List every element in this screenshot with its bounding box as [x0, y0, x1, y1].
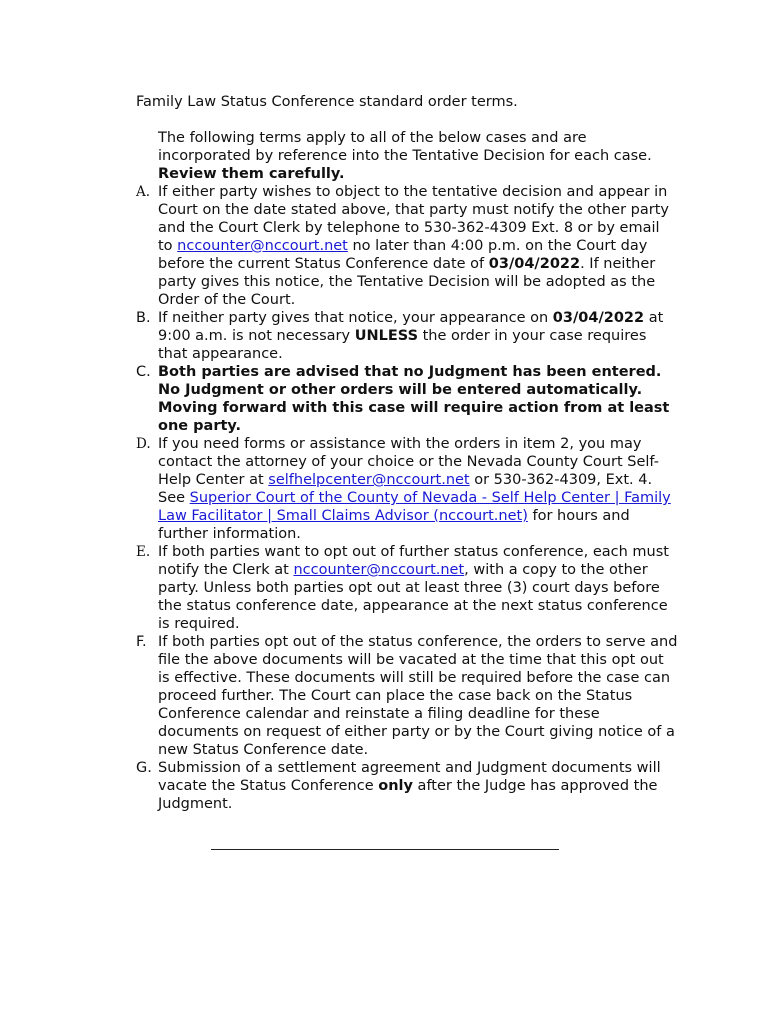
term-text: If both parties want to opt out of further status conference, each must notify the Clerk at — [158, 544, 669, 578]
term-marker: C. — [136, 364, 151, 380]
term-text-bold: Both parties are advised that no Judgment has been entered. No Judgment or other orders will be entered automatically. Moving forward with this case will require action from at least one party. — [158, 364, 670, 434]
term-text: If neither party gives that notice, your appearance on — [158, 310, 553, 326]
only-emphasis: only — [378, 778, 413, 794]
term-text: or 530-362-4309, Ext. 4. See — [158, 472, 653, 506]
term-marker: E. — [136, 544, 151, 560]
selfhelp-email-link[interactable]: selfhelpcenter@nccourt.net — [268, 472, 470, 488]
term-text: at 9:00 a.m. is not necessary — [158, 310, 664, 344]
document-title: Family Law Status Conference standard order terms. — [136, 94, 518, 110]
term-text: If either party wishes to object to the tentative decision and appear in Court on the date stated above, that party must notify the other party and the Court Clerk by telephone to 530-362-4309 Ext. 8 or by email to — [158, 184, 669, 254]
clerk-email-link[interactable]: nccounter@nccourt.net — [293, 562, 465, 578]
term-item-c — [0, 363, 678, 435]
term-marker: G. — [136, 760, 152, 776]
intro-emphasis: Review them carefully. — [158, 166, 345, 182]
term-text: . If neither party gives this notice, the Tentative Decision will be adopted as the Order of the Court. — [158, 256, 656, 308]
terms-list — [0, 183, 770, 813]
unless-emphasis: UNLESS — [354, 328, 419, 344]
term-marker: D. — [136, 436, 151, 452]
term-marker: F. — [136, 634, 147, 650]
term-item-g — [0, 759, 678, 813]
term-item-f — [0, 633, 678, 759]
term-text: If you need forms or assistance with the orders in item 2, you may contact the attorney of your choice or the Nevada County Court Self-Help Center at — [158, 436, 659, 488]
conference-date: 03/04/2022 — [488, 256, 581, 272]
term-item-d — [0, 435, 678, 543]
signature-line — [211, 849, 559, 850]
term-marker: B. — [136, 310, 151, 326]
term-text: If both parties opt out of the status conference, the orders to serve and file the above documents will be vacated at the time that this opt out is effective. These documents will still be required before the case can proceed further. The Court can place the case back on the Status Conference calendar and reinstate a filing deadline for these documents on request of either party or by the Court giving notice of a new Status Conference date. — [158, 634, 678, 758]
term-item-e — [0, 543, 678, 633]
term-text: no later than 4:00 p.m. on the Court day before the current Status Conference date of — [158, 238, 648, 272]
term-text: the order in your case requires that appearance. — [158, 328, 647, 362]
term-text: for hours and further information. — [158, 508, 630, 542]
selfhelp-center-link[interactable]: Superior Court of the County of Nevada - Self Help Center | Family Law Facilitator | Small Claims Advisor (nccourt.net) — [158, 490, 671, 524]
clerk-email-link[interactable]: nccounter@nccourt.net — [177, 238, 348, 254]
term-text: after the Judge has approved the Judgment. — [158, 778, 658, 812]
intro-paragraph — [158, 129, 678, 183]
term-item-a — [0, 183, 678, 309]
term-item-b — [0, 309, 678, 363]
appearance-date: 03/04/2022 — [552, 310, 645, 326]
term-text: Submission of a settlement agreement and Judgment documents will vacate the Status Conference — [158, 760, 661, 794]
intro-text: The following terms apply to all of the below cases and are incorporated by reference into the Tentative Decision for each case. — [158, 130, 652, 164]
term-text: , with a copy to the other party. Unless both parties opt out at least three (3) court days before the status conference date, appearance at the next status conference is required. — [158, 562, 668, 632]
term-marker: A. — [136, 184, 151, 200]
